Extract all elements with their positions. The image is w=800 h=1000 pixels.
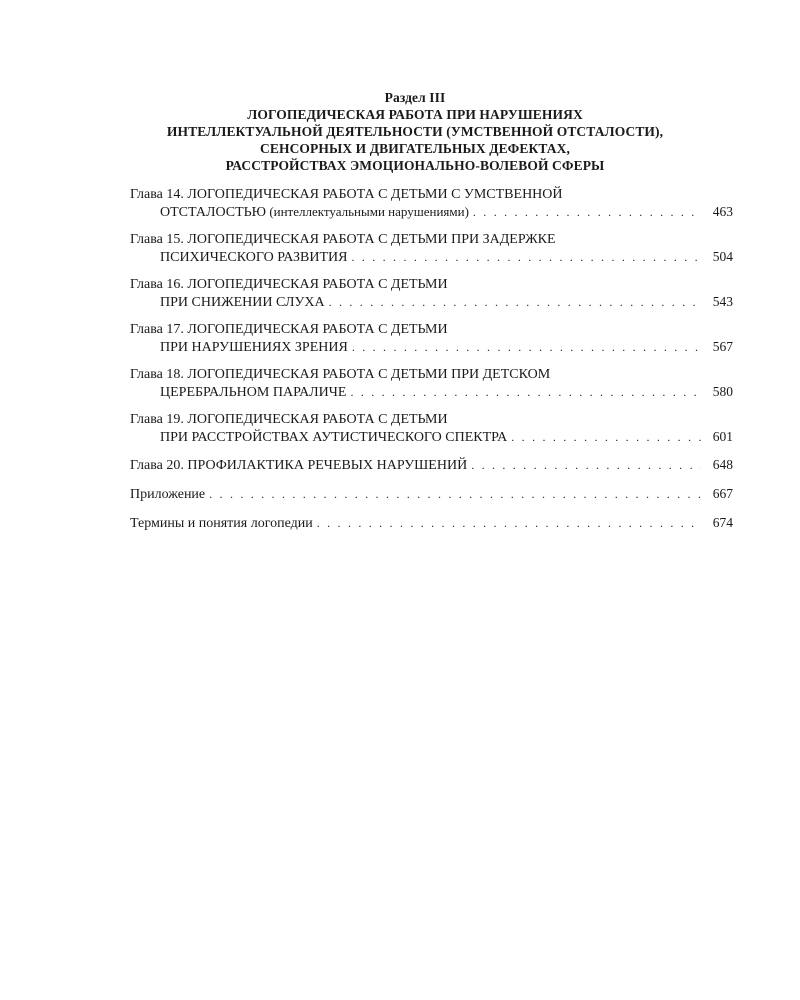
leader-dots [351,249,701,266]
section-title-line: ИНТЕЛЛЕКТУАЛЬНОЙ ДЕЯТЕЛЬНОСТИ (УМСТВЕННОЙ ОТСТАЛОСТИ), [166,124,664,139]
toc-entry-subtitle: (интеллектуальными нарушениями) [266,204,469,219]
toc-entry-title: Термины и понятия логопедии [130,516,313,531]
leader-dots [350,384,701,401]
toc-page-number: 601 [712,429,733,444]
leader-dots [511,429,701,446]
toc-page-number: 567 [712,339,733,354]
toc-page-number: 674 [712,515,733,530]
section-title-line: СЕНСОРНЫХ И ДВИГАТЕЛЬНЫХ ДЕФЕКТАХ, [260,141,570,156]
toc-entry-appendix[interactable] [130,485,733,503]
leader-dots [352,339,701,356]
toc-entry-title-cont: ПСИХИЧЕСКОГО РАЗВИТИЯ [160,250,348,265]
leader-dots [317,515,701,532]
toc-entry-title: Глава 14. ЛОГОПЕДИЧЕСКАЯ РАБОТА С ДЕТЬМИ С УМСТВЕННОЙ [130,187,563,202]
toc-entry-title-main: ОТСТАЛОСТЬЮ [160,205,267,220]
toc-entry-title: Глава 15. ЛОГОПЕДИЧЕСКАЯ РАБОТА С ДЕТЬМИ ПРИ ЗАДЕРЖКЕ [130,232,556,247]
leader-dots [471,457,701,474]
section-title-line: ЛОГОПЕДИЧЕСКАЯ РАБОТА ПРИ НАРУШЕНИЯХ [247,107,583,122]
toc-entry-chapter-15[interactable] [130,231,733,266]
leader-dots [473,204,701,221]
toc-page-number: 504 [712,249,733,264]
section-label: Раздел III [384,90,446,105]
toc-entry-glossary[interactable] [130,514,733,532]
table-of-contents [130,186,733,543]
toc-entry-title-cont: ПРИ РАССТРОЙСТВАХ АУТИСТИЧЕСКОГО СПЕКТРА [160,430,508,445]
section-title-line: РАССТРОЙСТВАХ ЭМОЦИОНАЛЬНО-ВОЛЕВОЙ СФЕРЫ [225,158,605,173]
toc-page-number: 463 [712,204,733,219]
toc-entry-title: Глава 19. ЛОГОПЕДИЧЕСКАЯ РАБОТА С ДЕТЬМИ [130,412,448,427]
toc-entry-chapter-17[interactable] [130,321,733,356]
toc-entry-title: Глава 20. ПРОФИЛАКТИКА РЕЧЕВЫХ НАРУШЕНИЙ [130,458,468,473]
toc-entry-chapter-19[interactable] [130,411,733,446]
toc-page-number: 667 [712,486,733,501]
toc-entry-title: Глава 18. ЛОГОПЕДИЧЕСКАЯ РАБОТА С ДЕТЬМИ ПРИ ДЕТСКОМ [130,367,551,382]
toc-entry-title-cont [160,203,469,221]
toc-entry-chapter-16[interactable] [130,276,733,311]
toc-page-number: 543 [712,294,733,309]
toc-page-number: 648 [712,457,733,472]
toc-entry-title-cont: ПРИ НАРУШЕНИЯХ ЗРЕНИЯ [160,340,348,355]
toc-entry-title: Глава 16. ЛОГОПЕДИЧЕСКАЯ РАБОТА С ДЕТЬМИ [130,277,448,292]
toc-entry-title-cont: ЦЕРЕБРАЛЬНОМ ПАРАЛИЧЕ [160,385,347,400]
toc-page-number: 580 [712,384,733,399]
leader-dots [329,294,701,311]
leader-dots [209,486,701,503]
toc-entry-title-cont: ПРИ СНИЖЕНИИ СЛУХА [160,295,325,310]
section-header [100,89,730,174]
toc-entry-chapter-20[interactable] [130,456,733,474]
toc-entry-chapter-18[interactable] [130,366,733,401]
toc-entry-title: Приложение [130,487,206,502]
toc-entry-title: Глава 17. ЛОГОПЕДИЧЕСКАЯ РАБОТА С ДЕТЬМИ [130,322,448,337]
toc-entry-chapter-14[interactable] [130,186,733,221]
